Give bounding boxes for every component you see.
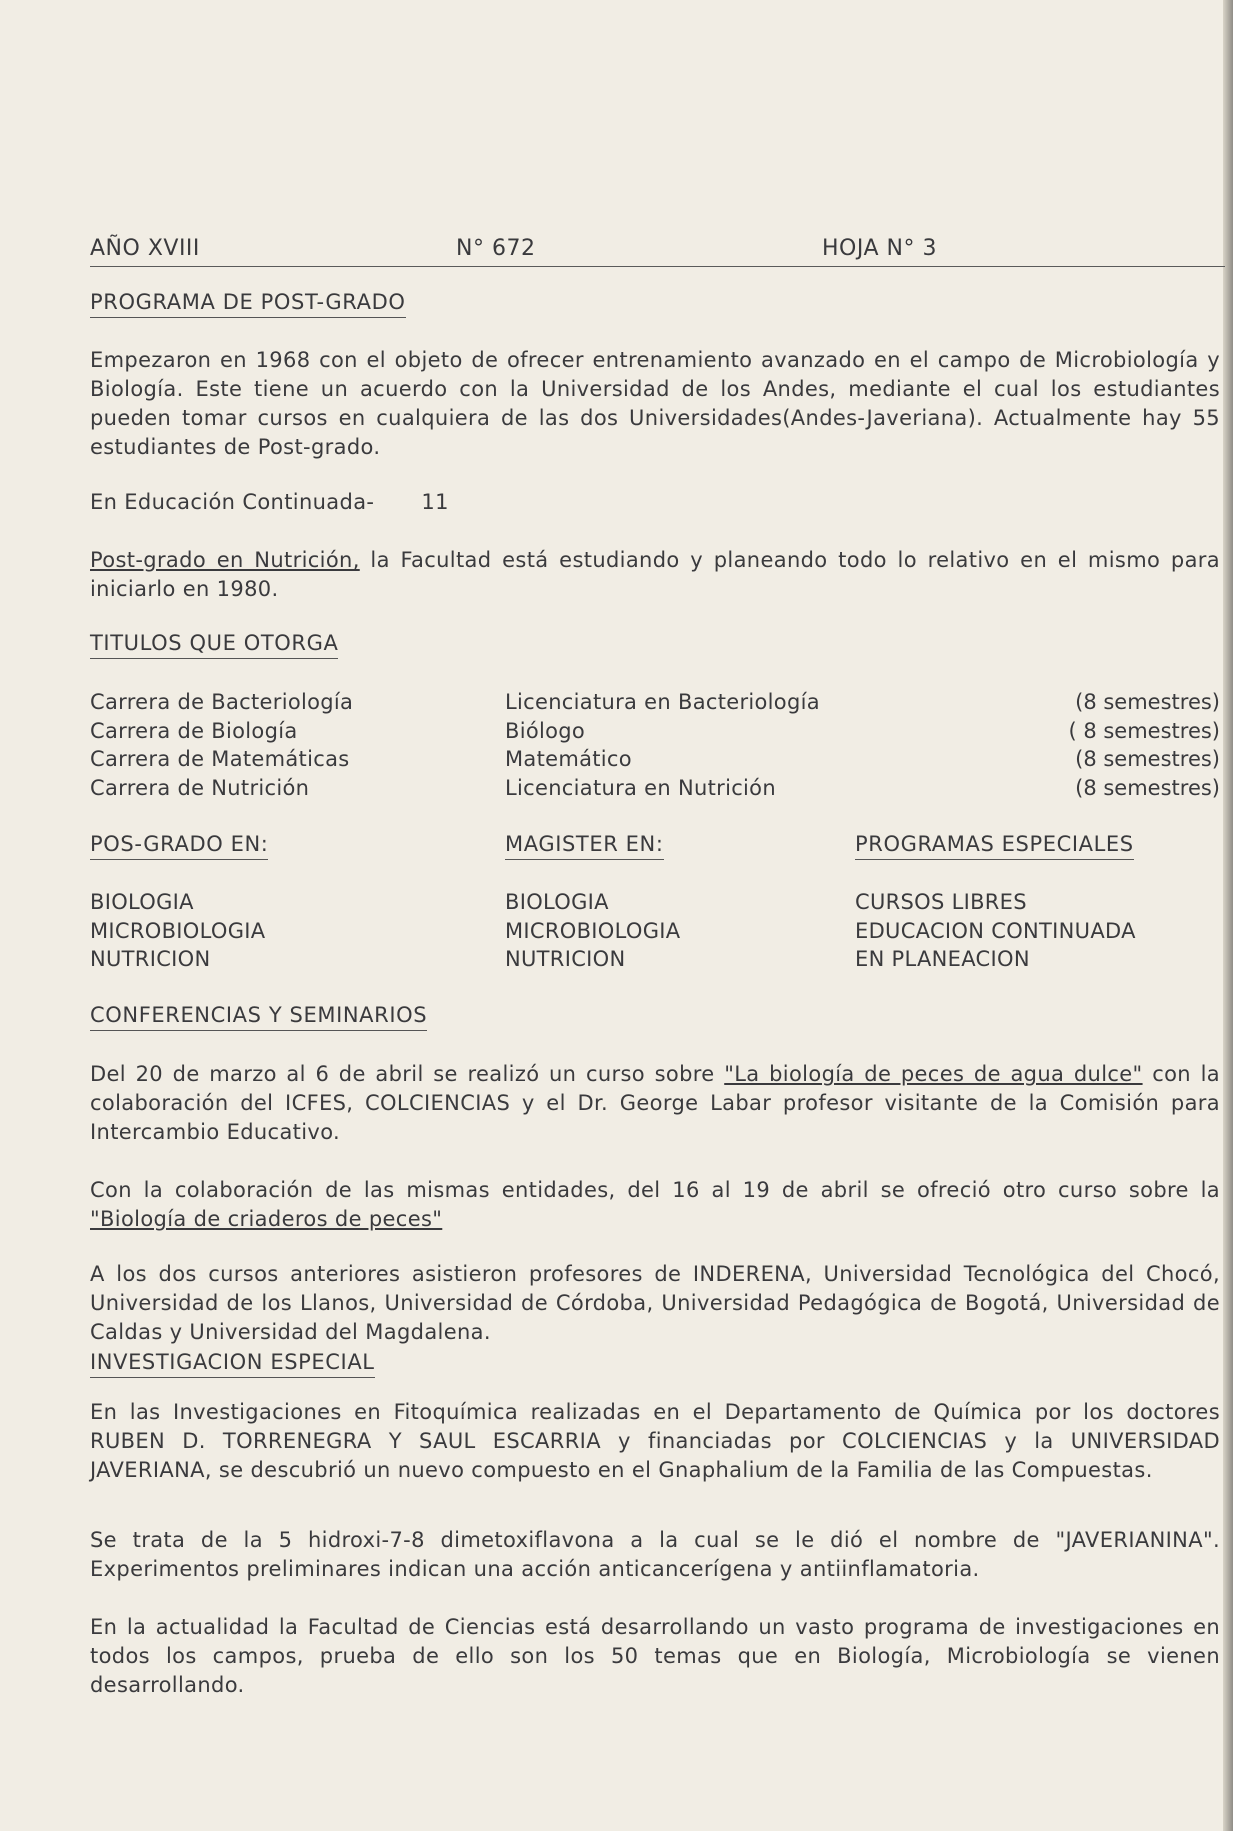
carrera-item: Carrera de Bacteriología [90, 690, 354, 714]
carrera-item: Carrera de Biología [90, 718, 298, 743]
duracion-item: (8 semestres) [1075, 747, 1220, 771]
duracion-item: (8 semestres) [1075, 690, 1220, 714]
duracion-item: (8 semestres) [1075, 775, 1220, 800]
conf-p1-title: "La biología de peces de agua dulce" [724, 1062, 1143, 1086]
educacion-continuada-line [90, 490, 449, 514]
investigacion-paragraph-3: En la actualidad la Facultad de Ciencias está desarrollando un vasto programa de investigaciones en todos los campos, prueba de ello son los 50 temas que en Biología, Microbiología se vienen desarrollando. [90, 1615, 1220, 1697]
titulo-item: Matemático [505, 747, 632, 771]
titulo-item: Licenciatura en Bacteriología [505, 690, 820, 714]
titulos-duraciones [1068, 688, 1220, 802]
conferencias-paragraph-1 [90, 1060, 1220, 1147]
conferencias-paragraph-2 [90, 1176, 1220, 1234]
investigacion-heading: INVESTIGACION ESPECIAL [90, 1350, 375, 1378]
magister-item: MICROBIOLOGIA [505, 918, 681, 943]
duracion-item: ( 8 semestres) [1068, 718, 1220, 743]
header-year: AÑO XVIII [90, 236, 200, 261]
programas-especiales-heading: PROGRAMAS ESPECIALES [855, 832, 1134, 860]
magister-heading: MAGISTER EN: [505, 832, 664, 860]
magister-item: BIOLOGIA [505, 890, 609, 914]
magister-list [505, 888, 680, 974]
conferencias-paragraph-3: A los dos cursos anteriores asistieron profesores de INDERENA, Universidad Tecnológica del Chocó, Universidad de los Llanos, Universidad de Córdoba, Universidad Pedagógica de Bogotá, Universidad de Caldas y Universidad del Magdalena. [90, 1262, 1220, 1344]
postgrado-heading: PROGRAMA DE POST-GRADO [90, 290, 406, 318]
investigacion-paragraph-2: Se trata de la 5 hidroxi-7-8 dimetoxiflavona a la cual se le dió el nombre de "JAVERIANINA". Experimentos preliminares indican una acción anticancerígena y antiinflamatoria. [90, 1528, 1220, 1581]
postgrado-paragraph: Empezaron en 1968 con el objeto de ofrecer entrenamiento avanzado en el campo de Microbiología y Biología. Este tiene un acuerdo con la Universidad de los Andes, mediante el cual los estudiantes pueden tomar cursos en cualquiera de las dos Universidades(Andes-Javeriana). Actualmente hay 55 estudiantes de Post-grado. [90, 348, 1220, 459]
titulos-titulos [505, 688, 820, 802]
educacion-label: En Educación Continuada- [90, 490, 375, 514]
page-header [90, 236, 1225, 267]
titulos-carreras [90, 688, 353, 802]
nutricion-rest: la Facultad está estudiando y planeando todo lo relativo en el mismo para iniciarlo en 1980. [90, 548, 1220, 601]
titulo-item: Licenciatura en Nutrición [505, 775, 776, 800]
especiales-item: EN PLANEACION [855, 947, 1030, 971]
titulo-item: Biólogo [505, 718, 586, 743]
nutricion-paragraph [90, 546, 1220, 604]
educacion-value: 11 [421, 490, 449, 514]
posgrado-list [90, 888, 265, 974]
conferencias-heading: CONFERENCIAS Y SEMINARIOS [90, 1003, 427, 1031]
header-number: N° 672 [456, 236, 536, 261]
page-edge-shadow [1223, 0, 1233, 1831]
header-sheet: HOJA N° 3 [822, 236, 937, 261]
conf-p2-start: Con la colaboración de las mismas entidades, del 16 al 19 de abril se ofreció otro curso sobre la [90, 1178, 1220, 1202]
especiales-item: CURSOS LIBRES [855, 890, 1027, 914]
titulos-heading: TITULOS QUE OTORGA [90, 631, 338, 659]
conf-p2-title: "Biología de criaderos de peces" [90, 1207, 443, 1231]
carrera-item: Carrera de Nutrición [90, 775, 310, 800]
conf-p1-end: con la colaboración del ICFES, COLCIENCIAS y el Dr. George Labar profesor visitante de la Comisión para Intercambio Educativo. [90, 1062, 1220, 1144]
magister-item: NUTRICION [505, 947, 626, 971]
especiales-list [855, 888, 1136, 974]
especiales-item: EDUCACION CONTINUADA [855, 918, 1136, 943]
nutricion-lead: Post-grado en Nutrición, [90, 548, 360, 572]
carrera-item: Carrera de Matemáticas [90, 747, 350, 771]
investigacion-paragraph-1: En las Investigaciones en Fitoquímica realizadas en el Departamento de Química por los doctores RUBEN D. TORRENEGRA Y SAUL ESCARRIA y financiadas por COLCIENCIAS y la UNIVERSIDAD JAVERIANA, se descubrió un nuevo compuesto en el Gnaphalium de la Familia de las Compuestas. [90, 1400, 1220, 1482]
conf-p1-start: Del 20 de marzo al 6 de abril se realizó un curso sobre [90, 1062, 725, 1086]
posgrado-item: MICROBIOLOGIA [90, 918, 266, 943]
posgrado-item: NUTRICION [90, 947, 211, 971]
posgrado-en-heading: POS-GRADO EN: [90, 832, 268, 860]
posgrado-item: BIOLOGIA [90, 890, 194, 914]
